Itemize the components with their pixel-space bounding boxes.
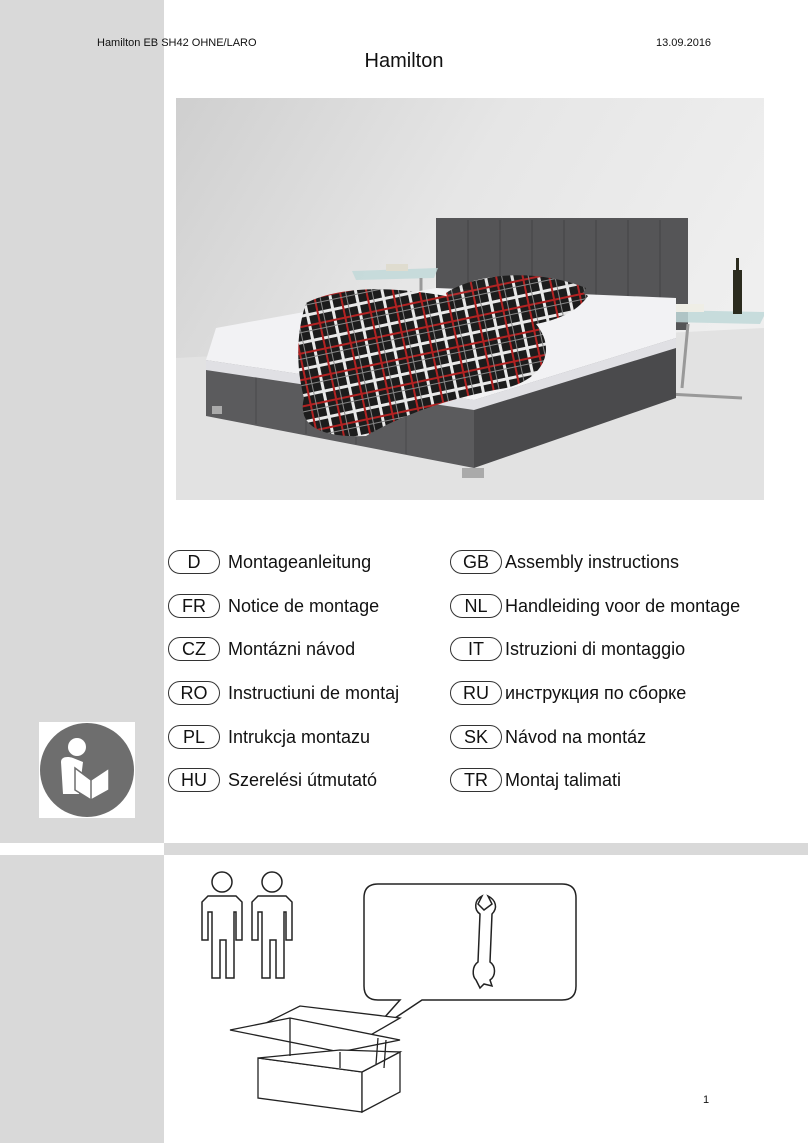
lang-label: Handleiding voor de montage bbox=[505, 595, 741, 616]
lang-code: GB bbox=[450, 550, 502, 574]
read-manual-icon bbox=[39, 722, 135, 818]
lang-code: SK bbox=[450, 725, 502, 749]
lang-label: Instructiuni de montaj bbox=[228, 682, 400, 703]
lang-label: Montázni návod bbox=[228, 638, 356, 659]
lang-code: PL bbox=[168, 725, 220, 749]
page-number: 1 bbox=[703, 1094, 710, 1106]
lang-row-it bbox=[450, 636, 685, 662]
callout-bubble bbox=[364, 884, 576, 1036]
lang-row-pl bbox=[168, 724, 370, 750]
lang-row-nl bbox=[450, 593, 740, 619]
doc-date: 13.09.2016 bbox=[656, 37, 712, 49]
lang-row-gb bbox=[450, 549, 679, 575]
tools-illustration bbox=[190, 868, 610, 1118]
page-title: Hamilton bbox=[364, 50, 444, 72]
lang-row-ro bbox=[168, 680, 399, 706]
lang-row-sk bbox=[450, 724, 646, 750]
lang-label: Istruzioni di montaggio bbox=[505, 638, 686, 659]
lang-label: Intrukcja montazu bbox=[228, 726, 371, 747]
toolbox-icon bbox=[230, 1006, 400, 1112]
lang-label: Montageanleitung bbox=[228, 551, 372, 572]
lang-row-cz bbox=[168, 636, 355, 662]
sidebar-band-lower bbox=[0, 855, 164, 1143]
lang-code: D bbox=[168, 550, 220, 574]
lang-code: HU bbox=[168, 768, 220, 792]
lang-row-hu bbox=[168, 767, 377, 793]
lang-row-tr bbox=[450, 767, 621, 793]
lang-label: инструкция по сборке bbox=[505, 682, 687, 703]
lang-row-d bbox=[168, 549, 371, 575]
lang-code: CZ bbox=[168, 637, 220, 661]
lang-code: IT bbox=[450, 637, 502, 661]
lang-label: Assembly instructions bbox=[505, 551, 680, 572]
lang-row-fr bbox=[168, 593, 379, 619]
lang-code: FR bbox=[168, 594, 220, 618]
lang-label: Notice de montage bbox=[228, 595, 380, 616]
sidebar-band bbox=[0, 0, 164, 843]
lang-label: Návod na montáz bbox=[505, 726, 647, 747]
lang-code: NL bbox=[450, 594, 502, 618]
lang-label: Szerelési útmutató bbox=[228, 769, 378, 790]
lang-code: RU bbox=[450, 681, 502, 705]
two-persons-icon bbox=[202, 872, 292, 978]
lang-code: TR bbox=[450, 768, 502, 792]
lang-row-ru bbox=[450, 680, 686, 706]
bed-photo bbox=[176, 98, 764, 500]
doc-code: Hamilton EB SH42 OHNE/LARO bbox=[97, 37, 257, 49]
lang-code: RO bbox=[168, 681, 220, 705]
lang-label: Montaj talimati bbox=[505, 769, 622, 790]
section-divider bbox=[164, 843, 808, 855]
